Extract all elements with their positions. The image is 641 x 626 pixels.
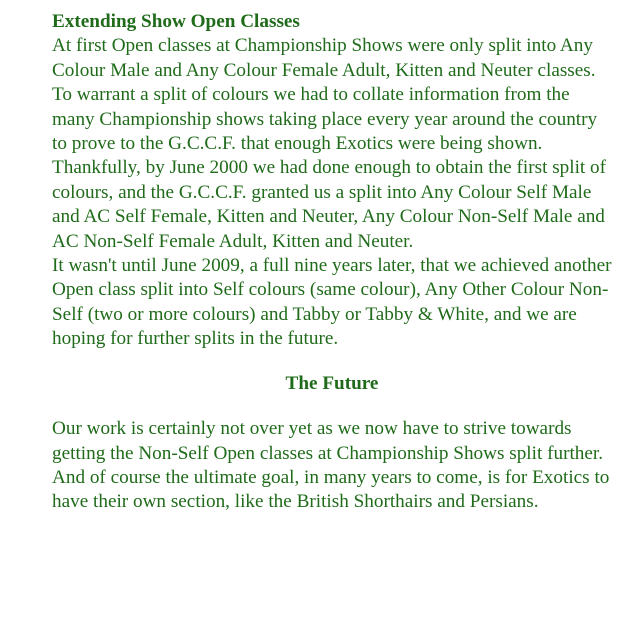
section-title-extending-show-open-classes: Extending Show Open Classes bbox=[52, 11, 300, 32]
paragraph-june-2009-split: It wasn't until June 2009, a full nine years later, that we achieved another Open class split into Self colours (same colour), Any Other Colour Non-Self (two or more colours) and Tabby or Tabby & White, and we are hoping for further splits in the future. bbox=[52, 255, 612, 350]
paragraph-open-classes-intro: At first Open classes at Championship Shows were only split into Any Colour Male and Any Colour Female Adult, Kitten and Neuter classes. bbox=[52, 35, 596, 81]
paragraph-ultimate-goal: And of course the ultimate goal, in many years to come, is for Exotics to have their own section, like the British Shorthairs and Persians. bbox=[52, 466, 610, 513]
section-title-the-future: The Future bbox=[285, 372, 379, 394]
paragraph-future-work: Our work is certainly not over yet as we now have to strive towards getting the Non-Self Open classes at Championship Shows split further. bbox=[52, 418, 604, 464]
paragraph-june-2000-split: Thankfully, by June 2000 we had done enough to obtain the first split of colours, and the G.C.C.F. granted us a split into Any Colour Self Male and AC Self Female, Kitten and Neuter, Any Colour Non-Self Male and AC Non-Self Female Adult, Kitten and Neuter. bbox=[52, 157, 607, 252]
article bbox=[52, 10, 612, 515]
paragraph-colour-split-warrant: To warrant a split of colours we had to collate information from the many Championship shows taking place every year around the country to prove to the G.C.C.F. that enough Exotics were being shown. bbox=[52, 84, 598, 155]
